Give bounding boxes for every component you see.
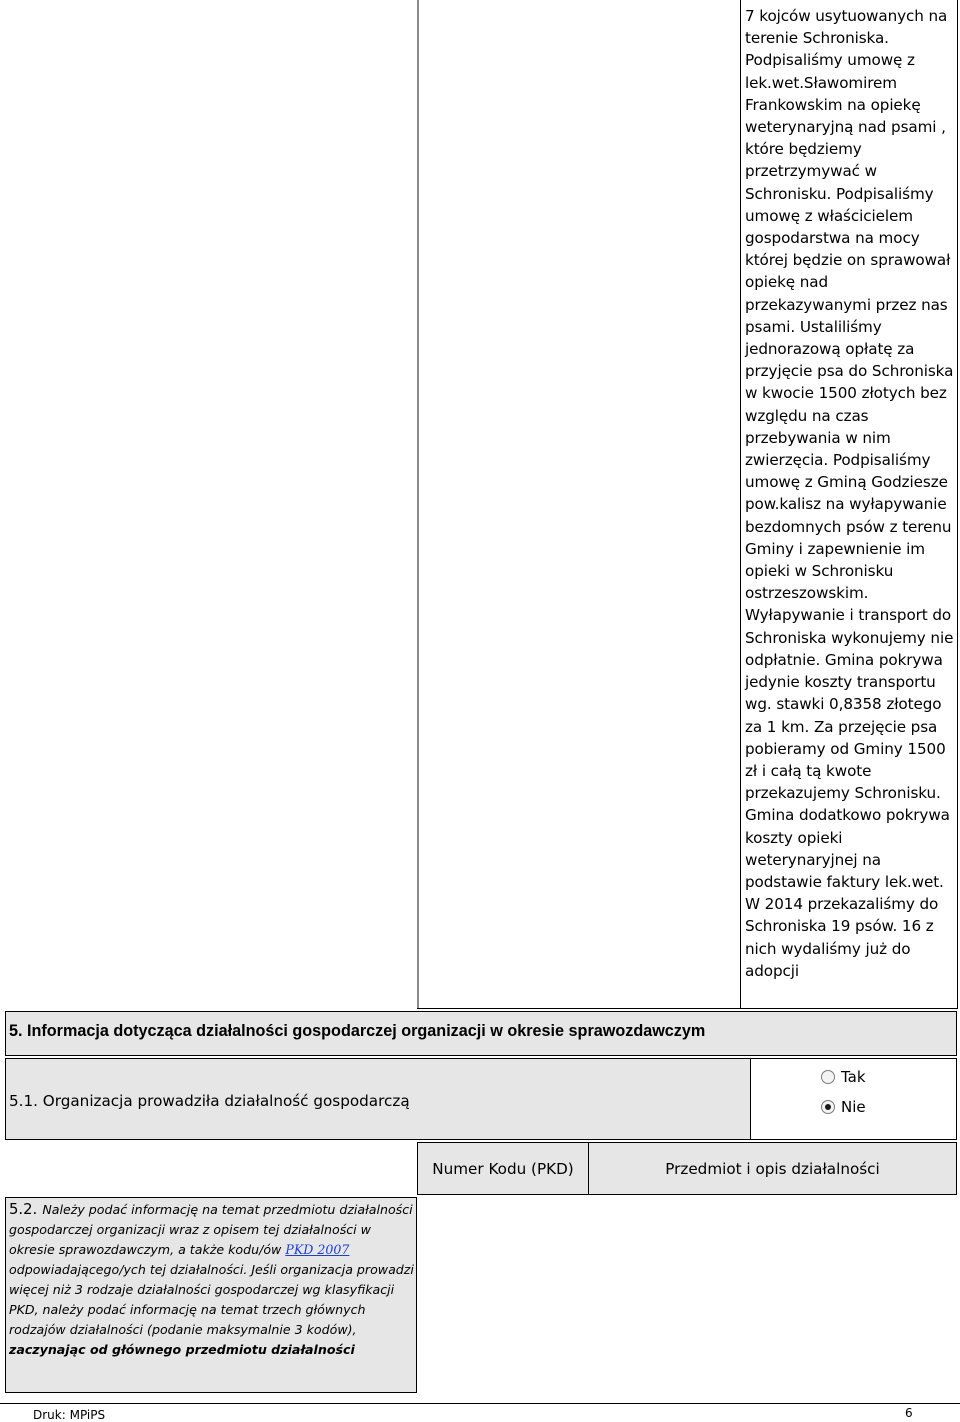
activity-subject-header [588, 1142, 957, 1195]
section-5-heading: 5. Informacja dotycząca działalności gospodarczej organizacji w okresie sprawozdawczym [5, 1011, 957, 1056]
question-5-2-instructions [5, 1197, 417, 1393]
instruction-part-1: Należy podać informację na temat przedmiotu działalności gospodarczej organizacji wraz z opisem tej działalności w okresie sprawozdawczym, a także kodu/ów [9, 1202, 413, 1257]
pkd-code-header [417, 1142, 588, 1195]
question-5-2-text [9, 1202, 414, 1357]
activity-subject-header-label: Przedmiot i opis działalności [665, 1159, 880, 1178]
question-5-1-label: 5.1. Organizacja prowadziła działalność gospodarczą [5, 1058, 750, 1140]
footer-divider [0, 1403, 960, 1404]
question-5-1-answer [750, 1058, 957, 1140]
pkd-code-answer-cell[interactable] [417, 1197, 588, 1393]
instruction-bold: zaczynając od głównego przedmiotu działalności [9, 1342, 355, 1357]
page-number: 6 [905, 1406, 913, 1420]
radio-tak[interactable] [821, 1068, 866, 1086]
pkd-2007-link[interactable]: PKD 2007 [285, 1242, 350, 1257]
radio-checked-icon[interactable] [821, 1100, 835, 1114]
radio-unchecked-icon[interactable] [821, 1070, 835, 1084]
footer-print-label: Druk: MPiPS [33, 1408, 106, 1422]
empty-cell-middle [417, 0, 741, 1009]
radio-nie-label: Nie [841, 1098, 866, 1116]
question-5-2-number: 5.2. [9, 1201, 38, 1218]
instruction-part-2: odpowiadającego/ych tej działalności. Jeśli organizacja prowadzi więcej niż 3 rodzaje działalności gospodarczej wg klasyfikacji PKD, należy podać informację na temat trzech głównych rodzajów działalności (podanie maksymalnie 3 kodów), [9, 1262, 414, 1337]
activity-description-text: 7 kojców usytuowanych na terenie Schroniska. Podpisaliśmy umowę z lek.wet.Sławomirem Frankowskim na opiekę weterynaryjną nad psami , które będziemy przetrzymywać w Schronisku. Podpisaliśmy umowę z właścicielem gospodarstwa na mocy której będzie on sprawował opiekę nad przekazywanymi przez nas psami. Ustaliliśmy jednorazową opłatę za przyjęcie psa do Schroniska w kwocie 1500 złotych bez względu na czas przebywania w nim zwierzęcia. Podpisaliśmy umowę z Gminą Godziesze pow.kalisz na wyłapywanie bezdomnych psów z terenu Gminy i zapewnienie im opieki w Schronisku ostrzeszowskim. Wyłapywanie i transport do Schroniska wykonujemy nie odpłatnie. Gmina pokrywa jedynie koszty transportu wg. stawki 0,8358 złotego za 1 km. Za przejęcie psa pobieramy od Gminy 1500 zł i całą tą kwote przekazujemy Schronisku. Gmina dodatkowo pokrywa koszty opieki weterynaryjnej na podstawie faktury lek.wet. W 2014 przekazaliśmy do Schroniska 19 psów. 16 z nich wydaliśmy już do adopcji [741, 0, 958, 1009]
radio-tak-label: Tak [841, 1068, 866, 1086]
radio-nie[interactable] [821, 1098, 866, 1116]
pkd-code-header-label: Numer Kodu (PKD) [432, 1159, 574, 1178]
activity-description-answer-cell[interactable] [588, 1197, 957, 1393]
